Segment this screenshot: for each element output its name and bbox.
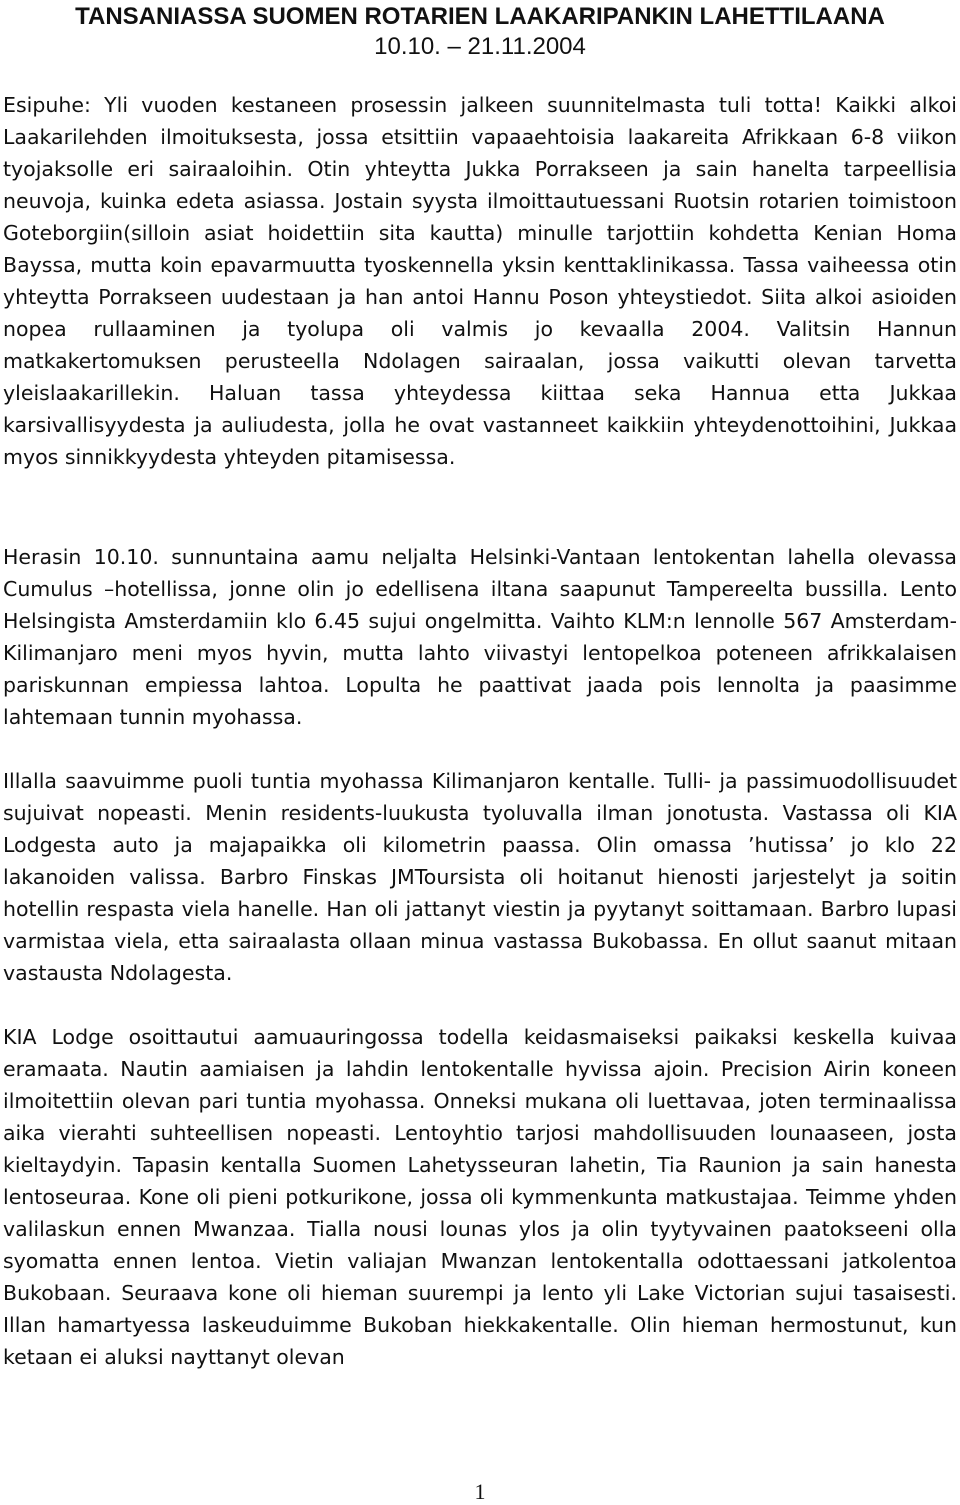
document-title: TANSANIASSA SUOMEN ROTARIEN LAAKARIPANKIN LAHETTILAANA	[75, 3, 885, 30]
body-paragraph-arrival: Illalla saavuimme puoli tuntia myohassa Kilimanjaron kentalle. Tulli- ja passimuodollisuudet sujuivat nopeasti. Menin residents-luukusta tyoluvalla ilman jonotusta. Vastassa oli KIA Lodgesta auto ja majapaikka oli kilometrin paassa. Olin omassa ’hutissa’ jo klo 22 lakanoiden valissa. Barbro Finskas JMToursista oli hoitanut hienosti jarjestelyt ja soitin hotellin respasta viela hanelle. Han oli jattanyt viestin ja pyytanyt soittamaan. Barbro lupasi varmistaa viela, etta sairaalasta ollaan minua vastassa Bukobassa. En ollut saanut mitaan vastausta Ndolagesta.	[3, 769, 957, 985]
document-date-range: 10.10. – 21.11.2004	[374, 33, 586, 60]
preface-paragraph: Esipuhe: Yli vuoden kestaneen prosessin jalkeen suunnitelmasta tuli totta! Kaikki alkoi Laakarilehden ilmoituksesta, jossa etsittiin vapaaehtoisia laakareita Afrikkaan 6-8 viikon tyojaksolle eri sairaaloihin. Otin yhteytta Jukka Porrakseen ja sain hanelta tarpeellisia neuvoja, kuinka edeta asiassa. Jostain syysta ilmoittautuessani Ruotsin rotarien toimistoon Goteborgiin(silloin asiat hoidettiin sita kautta) minulle tarjottiin kohdetta Kenian Homa Bayssa, mutta koin epavarmuutta tyoskennella yksin kenttaklinikassa. Tassa vaiheessa otin yhteytta Porrakseen uudestaan ja han antoi Hannu Poson yhteystiedot. Siita alkoi asioiden nopea rullaaminen ja tyolupa oli valmis jo kevaalla 2004. Valitsin Hannun matkakertomuksen perusteella Ndolagen sairaalan, jossa vaikutti olevan tarvetta yleislaakarillekin. Haluan tassa yhteydessa kiittaa seka Hannua etta Jukkaa karsivallisyydesta ja auliudesta, jolla he ovat vastanneet kaikkiin yhteydenottoihini, Jukkaa myos sinnikkyydesta yhteyden pitamisessa.	[3, 93, 957, 469]
body-paragraph-departure: Herasin 10.10. sunnuntaina aamu neljalta Helsinki-Vantaan lentokentan lahella olevassa Cumulus –hotellissa, jonne olin jo edellisena iltana saapunut Tampereelta bussilla. Lento Helsingista Amsterdamiin klo 6.45 sujui ongelmitta. Vaihto KLM:n lennolle 567 Amsterdam-Kilimanjaro meni myos hyvin, mutta lahto viivastyi lentopelkoa poteneen afrikkalaisen pariskunnan empiessa lahtoa. Lopulta he paattivat jaada pois lennolta ja paasimme lahtemaan tunnin myohassa.	[3, 545, 957, 729]
page-number: 1	[474, 1479, 486, 1504]
body-paragraph-kia-lodge: KIA Lodge osoittautui aamuauringossa todella keidasmaiseksi paikaksi keskella kuivaa eramaata. Nautin aamiaisen ja lahdin lentokentalle hyvissa ajoin. Precision Airin koneen ilmoitettiin olevan pari tuntia myohassa. Onneksi mukana oli luettavaa, joten terminaalissa aika vierahti suhteellisen nopeasti. Lentoyhtio tarjosi mahdollisuuden lounaaseen, josta kieltaydyin. Tapasin kentalla Suomen Lahetysseuran lahetin, Tia Raunion ja sain hanesta lentoseuraa. Kone oli pieni potkurikone, jossa oli kymmenkunta matkustajaa. Teimme yhden valilaskun ennen Mwanzaa. Tialla nousi lounas ylos ja olin tyytyvainen paatokseeni olla syomatta ennen lentoa. Vietin valiajan Mwanzan lentokentalla odottaessani jatkolentoa Bukobaan. Seuraava kone oli hieman suurempi ja lento yli Lake Victorian sujui tasaisesti. Illan hamartyessa laskeuduimme Bukoban hiekkakentalle. Olin hieman hermostunut, kun ketaan ei aluksi nayttanyt olevan	[3, 1025, 957, 1369]
